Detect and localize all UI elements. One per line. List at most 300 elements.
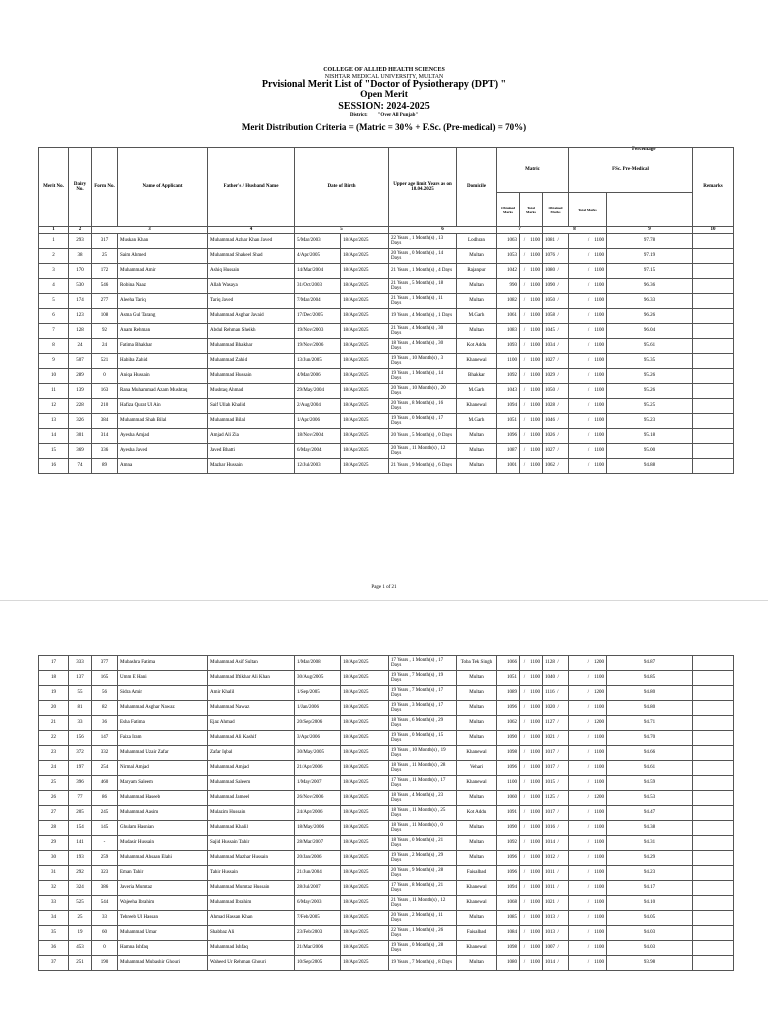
col-fsc-total: Total Marks <box>569 193 607 227</box>
fsc-total-cell: / 1100 <box>569 414 607 429</box>
fsc-obtained-cell: 1017 / <box>543 806 569 821</box>
matric-obtained-cell: 1092 <box>497 836 520 851</box>
table-row <box>39 234 734 249</box>
form-no-cell: 33 <box>92 911 118 926</box>
fsc-total-cell: / 1100 <box>569 866 607 881</box>
dairy-no-cell: 174 <box>69 294 92 309</box>
dob-cell: 29/May/2004 <box>295 384 341 399</box>
table-row <box>39 866 734 881</box>
form-no-cell: 82 <box>92 701 118 716</box>
form-no-cell: 323 <box>92 866 118 881</box>
reference-date-cell: 18/Apr/2025 <box>341 324 389 339</box>
remarks-cell <box>693 324 734 339</box>
applicant-name-cell: Muskan Khan <box>118 234 208 249</box>
remarks-cell <box>693 339 734 354</box>
merit-no-cell: 31 <box>39 866 69 881</box>
reference-date-cell: 18/Apr/2025 <box>341 896 389 911</box>
remarks-cell <box>693 806 734 821</box>
reference-date-cell: 18/Apr/2025 <box>341 776 389 791</box>
matric-obtained-cell: 1063 <box>497 234 520 249</box>
applicant-name-cell: Ghulam Hasnian <box>118 821 208 836</box>
fsc-total-cell: / 1100 <box>569 429 607 444</box>
dob-cell: 12/Jul/2003 <box>295 459 341 474</box>
remarks-cell <box>693 881 734 896</box>
form-no-cell: 546 <box>92 279 118 294</box>
matric-obtained-cell: 1080 <box>497 956 520 971</box>
percentage-cell: 94.23 <box>607 866 693 881</box>
table-row <box>39 249 734 264</box>
table-row <box>39 761 734 776</box>
fsc-total-cell: / 1100 <box>569 294 607 309</box>
fsc-obtained-cell: 1045 / <box>543 324 569 339</box>
fsc-obtained-cell: 1028 / <box>543 399 569 414</box>
fsc-obtained-cell: 1014 / <box>543 956 569 971</box>
matric-obtained-cell: 1084 <box>497 926 520 941</box>
matric-total-cell: / 1100 <box>520 701 543 716</box>
dob-cell: 23/Feb/2003 <box>295 926 341 941</box>
dob-cell: 6/May/2003 <box>295 896 341 911</box>
merit-no-cell: 29 <box>39 836 69 851</box>
remarks-cell <box>693 294 734 309</box>
table-row <box>39 821 734 836</box>
matric-total-cell: / 1100 <box>520 399 543 414</box>
percentage-cell: 95.25 <box>607 399 693 414</box>
remarks-cell <box>693 851 734 866</box>
dob-cell: 19/Nov/2003 <box>295 324 341 339</box>
fsc-total-cell: / 1100 <box>569 806 607 821</box>
age-cell: 20 Years , 5 Month(s) , 0 Days <box>389 429 457 444</box>
dairy-no-cell: 228 <box>69 399 92 414</box>
fsc-obtained-cell: 1027 / <box>543 354 569 369</box>
father-name-cell: Ahmad Hassan Khan <box>208 911 295 926</box>
matric-obtained-cell: 1087 <box>497 444 520 459</box>
matric-obtained-cell: 1043 <box>497 384 520 399</box>
table-row <box>39 671 734 686</box>
percentage-cell: 96.33 <box>607 294 693 309</box>
fsc-total-cell: / 1100 <box>569 896 607 911</box>
reference-date-cell: 18/Apr/2025 <box>341 821 389 836</box>
form-no-cell: 332 <box>92 746 118 761</box>
matric-obtained-cell: 1060 <box>497 791 520 806</box>
matric-total-cell: / 1100 <box>520 339 543 354</box>
dairy-no-cell: 333 <box>69 656 92 671</box>
table-row <box>39 354 734 369</box>
applicant-name-cell: Aleeha Tariq <box>118 294 208 309</box>
reference-date-cell: 18/Apr/2025 <box>341 881 389 896</box>
matric-total-cell: / 1100 <box>520 866 543 881</box>
fsc-obtained-cell: 1128 / <box>543 656 569 671</box>
merit-no-cell: 19 <box>39 686 69 701</box>
reference-date-cell: 18/Apr/2025 <box>341 716 389 731</box>
form-no-cell: 163 <box>92 384 118 399</box>
remarks-cell <box>693 429 734 444</box>
merit-no-cell: 32 <box>39 881 69 896</box>
domicile-cell: Multan <box>457 791 497 806</box>
domicile-cell: Multan <box>457 324 497 339</box>
domicile-cell: Multan <box>457 851 497 866</box>
fsc-obtained-cell: 1046 / <box>543 414 569 429</box>
table-row <box>39 429 734 444</box>
fsc-obtained-cell: 1076 / <box>543 249 569 264</box>
col-percentage-blank <box>607 193 693 227</box>
percentage-cell: 94.10 <box>607 896 693 911</box>
dob-cell: 1/Jan/2006 <box>295 701 341 716</box>
fsc-obtained-cell: 1029 / <box>543 369 569 384</box>
fsc-obtained-cell: 1016 / <box>543 821 569 836</box>
table-row <box>39 384 734 399</box>
col-index: 2 <box>69 227 92 234</box>
remarks-cell <box>693 821 734 836</box>
applicant-name-cell: Asma Gul Tarang <box>118 309 208 324</box>
fsc-obtained-cell: 1034 / <box>543 339 569 354</box>
form-no-cell: 386 <box>92 881 118 896</box>
fsc-total-cell: / 1100 <box>569 279 607 294</box>
dob-cell: 1/Apr/2006 <box>295 414 341 429</box>
age-cell: 19 Years , 7 Month(s) , 19 Days <box>389 671 457 686</box>
percentage-cell: 94.80 <box>607 686 693 701</box>
merit-criteria: Merit Distribution Criteria = (Matric = 30% + F.Sc. (Pre-medical) = 70%) <box>241 122 527 132</box>
father-name-cell: Muhammad Zahid <box>208 354 295 369</box>
percentage-cell: 96.26 <box>607 309 693 324</box>
matric-total-cell: / 1100 <box>520 264 543 279</box>
domicile-cell: Multan <box>457 671 497 686</box>
form-no-cell: 86 <box>92 791 118 806</box>
matric-obtained-cell: 1051 <box>497 414 520 429</box>
fsc-total-cell: / 1100 <box>569 339 607 354</box>
matric-obtained-cell: 1089 <box>497 686 520 701</box>
father-name-cell: Tahir Hussain <box>208 866 295 881</box>
reference-date-cell: 18/Apr/2025 <box>341 671 389 686</box>
matric-obtained-cell: 1100 <box>497 776 520 791</box>
fsc-total-cell: / 1200 <box>569 791 607 806</box>
fsc-total-cell: / 1100 <box>569 264 607 279</box>
fsc-obtained-cell: 1050 / <box>543 294 569 309</box>
form-no-cell: 145 <box>92 821 118 836</box>
applicant-name-cell: Saim Ahmed <box>118 249 208 264</box>
district-value: "Over All Punjab" <box>377 113 419 118</box>
father-name-cell: Muhammad Shakeel Shad <box>208 249 295 264</box>
matric-total-cell: / 1100 <box>520 791 543 806</box>
father-name-cell: Muhammad Bilal <box>208 414 295 429</box>
col-index: 8 <box>543 227 607 234</box>
table-row <box>39 836 734 851</box>
applicant-name-cell: Ayesha Amjad <box>118 429 208 444</box>
age-cell: 21 Years , 11 Month(s) , 12 Days <box>389 896 457 911</box>
remarks-cell <box>693 911 734 926</box>
age-cell: 20 Years , 9 Month(s) , 28 Days <box>389 866 457 881</box>
percentage-cell: 95.26 <box>607 384 693 399</box>
domicile-cell: Bhakkar <box>457 369 497 384</box>
applicant-name-cell: Muhammad Ahsaan Elahi <box>118 851 208 866</box>
fsc-total-cell: / 1100 <box>569 369 607 384</box>
table-row <box>39 339 734 354</box>
fsc-total-cell: / 1100 <box>569 701 607 716</box>
matric-obtained-cell: 990 <box>497 279 520 294</box>
reference-date-cell: 18/Apr/2025 <box>341 851 389 866</box>
dob-cell: 6/May/2004 <box>295 444 341 459</box>
merit-no-cell: 10 <box>39 369 69 384</box>
matric-obtained-cell: 1091 <box>497 806 520 821</box>
matric-total-cell: / 1100 <box>520 414 543 429</box>
fsc-total-cell: / 1100 <box>569 851 607 866</box>
percentage-cell: 94.59 <box>607 776 693 791</box>
merit-no-cell: 23 <box>39 746 69 761</box>
age-cell: 18 Years , 4 Month(s) , 23 Days <box>389 791 457 806</box>
domicile-cell: Multan <box>457 294 497 309</box>
matric-obtained-cell: 1062 <box>497 716 520 731</box>
fsc-total-cell: / 1100 <box>569 249 607 264</box>
percentage-cell: 97.78 <box>607 234 693 249</box>
merit-no-cell: 18 <box>39 671 69 686</box>
fsc-total-cell: / 1100 <box>569 956 607 971</box>
applicant-name-cell: Muhammad Asghar Nawaz <box>118 701 208 716</box>
col-index: 7 <box>497 227 543 234</box>
table-row <box>39 294 734 309</box>
merit-no-cell: 22 <box>39 731 69 746</box>
father-name-cell: Saif Ullah Khalid <box>208 399 295 414</box>
merit-table-page-1 <box>38 147 734 474</box>
table-row <box>39 414 734 429</box>
dob-cell: 28/Jul/2007 <box>295 881 341 896</box>
fsc-total-cell: / 1100 <box>569 444 607 459</box>
col-merit-no: Merit No. <box>39 148 69 227</box>
dairy-no-cell: 293 <box>69 234 92 249</box>
merit-no-cell: 6 <box>39 309 69 324</box>
col-index: 6 <box>389 227 497 234</box>
table-row <box>39 686 734 701</box>
age-cell: 18 Years , 11 Month(s) , 25 Days <box>389 806 457 821</box>
remarks-cell <box>693 761 734 776</box>
col-index: 4 <box>208 227 295 234</box>
merit-no-cell: 13 <box>39 414 69 429</box>
reference-date-cell: 18/Apr/2025 <box>341 806 389 821</box>
form-no-cell: 147 <box>92 731 118 746</box>
fsc-obtained-cell: 1013 / <box>543 911 569 926</box>
applicant-name-cell: Muhammad Mubashir Ghouri <box>118 956 208 971</box>
fsc-total-cell: / 1100 <box>569 836 607 851</box>
father-name-cell: Muhammad Asif Sultan <box>208 656 295 671</box>
table-row <box>39 279 734 294</box>
dob-cell: 20/Jan/2006 <box>295 851 341 866</box>
reference-date-cell: 18/Apr/2025 <box>341 384 389 399</box>
table-row <box>39 459 734 474</box>
domicile-cell: Multan <box>457 716 497 731</box>
domicile-cell: Multan <box>457 459 497 474</box>
table-row <box>39 324 734 339</box>
age-cell: 19 Years , 7 Month(s) , 8 Days <box>389 956 457 971</box>
district-label: District: <box>349 113 368 118</box>
dairy-no-cell: 25 <box>69 911 92 926</box>
fsc-obtained-cell: 1116 / <box>543 686 569 701</box>
list-subtitle: Open Merit <box>360 90 408 100</box>
matric-total-cell: / 1100 <box>520 354 543 369</box>
reference-date-cell: 18/Apr/2025 <box>341 429 389 444</box>
fsc-total-cell: / 1200 <box>569 686 607 701</box>
matric-obtained-cell: 1042 <box>497 264 520 279</box>
father-name-cell: Ejaz Ahmad <box>208 716 295 731</box>
domicile-cell: Multan <box>457 731 497 746</box>
col-father-name: Father's / Husband Name <box>208 148 295 227</box>
district-line <box>0 113 768 118</box>
dairy-no-cell: 251 <box>69 956 92 971</box>
percentage-cell: 93.98 <box>607 956 693 971</box>
fsc-obtained-cell: 1090 / <box>543 279 569 294</box>
fsc-obtained-cell: 1014 / <box>543 836 569 851</box>
percentage-cell: 94.71 <box>607 716 693 731</box>
matric-obtained-cell: 1096 <box>497 429 520 444</box>
fsc-obtained-cell: 1127 / <box>543 716 569 731</box>
dob-cell: 26/Nov/2006 <box>295 791 341 806</box>
matric-total-cell: / 1100 <box>520 821 543 836</box>
matric-obtained-cell: 1090 <box>497 821 520 836</box>
reference-date-cell: 18/Apr/2025 <box>341 369 389 384</box>
reference-date-cell: 18/Apr/2025 <box>341 279 389 294</box>
age-cell: 20 Years , 11 Month(s) , 12 Days <box>389 444 457 459</box>
merit-no-cell: 17 <box>39 656 69 671</box>
fsc-total-cell: / 1100 <box>569 776 607 791</box>
merit-no-cell: 24 <box>39 761 69 776</box>
merit-no-cell: 26 <box>39 791 69 806</box>
fsc-obtained-cell: 1080 / <box>543 264 569 279</box>
remarks-cell <box>693 354 734 369</box>
domicile-cell: Faisalbad <box>457 926 497 941</box>
applicant-name-cell: Muhammad Haseeb <box>118 791 208 806</box>
domicile-cell: Multan <box>457 249 497 264</box>
percentage-cell: 94.47 <box>607 806 693 821</box>
form-no-cell: - <box>92 836 118 851</box>
remarks-cell <box>693 956 734 971</box>
table-row <box>39 956 734 971</box>
fsc-total-cell: / 1100 <box>569 384 607 399</box>
form-no-cell: 0 <box>92 369 118 384</box>
father-name-cell: Amir Khalil <box>208 686 295 701</box>
dairy-no-cell: 139 <box>69 384 92 399</box>
col-matric: Matric <box>497 148 569 193</box>
father-name-cell: Javed Bhatti <box>208 444 295 459</box>
remarks-cell <box>693 926 734 941</box>
table-row <box>39 776 734 791</box>
matric-obtained-cell: 1096 <box>497 866 520 881</box>
dairy-no-cell: 77 <box>69 791 92 806</box>
matric-total-cell: / 1100 <box>520 444 543 459</box>
form-no-cell: 245 <box>92 806 118 821</box>
age-cell: 19 Years , 7 Month(s) , 17 Days <box>389 686 457 701</box>
age-cell: 19 Years , 3 Month(s) , 17 Days <box>389 701 457 716</box>
matric-total-cell: / 1100 <box>520 941 543 956</box>
col-fsc-obtained: Obtained Marks <box>543 193 569 227</box>
table-row <box>39 896 734 911</box>
applicant-name-cell: Muhammad Shah Bilal <box>118 414 208 429</box>
age-cell: 20 Years , 8 Month(s) , 16 Days <box>389 399 457 414</box>
father-name-cell: Mulazim Hussain <box>208 806 295 821</box>
col-date-of-birth: Date of Birth <box>295 148 389 227</box>
age-cell: 20 Years , 2 Month(s) , 11 Days <box>389 911 457 926</box>
matric-obtained-cell: 1085 <box>497 911 520 926</box>
remarks-cell <box>693 746 734 761</box>
page-number: Page 1 of 21 <box>371 585 397 590</box>
fsc-obtained-cell: 1021 / <box>543 731 569 746</box>
reference-date-cell: 18/Apr/2025 <box>341 731 389 746</box>
table-row <box>39 911 734 926</box>
reference-date-cell: 18/Apr/2025 <box>341 866 389 881</box>
col-age-limit: Upper age limit Years as on 18.04.2025 <box>389 148 457 227</box>
remarks-cell <box>693 656 734 671</box>
dob-cell: 19/Nov/2006 <box>295 339 341 354</box>
fsc-total-cell: / 1100 <box>569 911 607 926</box>
dob-cell: 21/Jun/2004 <box>295 866 341 881</box>
table-row <box>39 264 734 279</box>
applicant-name-cell: Javeria Mumtaz <box>118 881 208 896</box>
matric-obtained-cell: 1053 <box>497 249 520 264</box>
form-no-cell: 36 <box>92 716 118 731</box>
father-name-cell: Allah Wasaya <box>208 279 295 294</box>
merit-table-page-2 <box>38 655 734 971</box>
form-no-cell: 190 <box>92 956 118 971</box>
matric-obtained-cell: 1094 <box>497 399 520 414</box>
father-name-cell: Muhammad Nawaz <box>208 701 295 716</box>
reference-date-cell: 18/Apr/2025 <box>341 354 389 369</box>
matric-total-cell: / 1100 <box>520 686 543 701</box>
father-name-cell: Muhammad Saleem <box>208 776 295 791</box>
form-no-cell: 314 <box>92 429 118 444</box>
table-row <box>39 444 734 459</box>
domicile-cell: Multan <box>457 836 497 851</box>
fsc-obtained-cell: 1050 / <box>543 384 569 399</box>
merit-no-cell: 3 <box>39 264 69 279</box>
dob-cell: 20/Sep/2006 <box>295 716 341 731</box>
father-name-cell: Shabbaz Ali <box>208 926 295 941</box>
reference-date-cell: 18/Apr/2025 <box>341 444 389 459</box>
dairy-no-cell: 396 <box>69 776 92 791</box>
dob-cell: 5/Mar/2003 <box>295 234 341 249</box>
session-line: SESSION: 2024-2025 <box>338 101 430 112</box>
table-row <box>39 806 734 821</box>
reference-date-cell: 18/Apr/2025 <box>341 761 389 776</box>
col-index: 5 <box>295 227 389 234</box>
percentage-cell: 94.53 <box>607 791 693 806</box>
form-no-cell: 277 <box>92 294 118 309</box>
dairy-no-cell: 19 <box>69 926 92 941</box>
reference-date-cell: 18/Apr/2025 <box>341 414 389 429</box>
dairy-no-cell: 193 <box>69 851 92 866</box>
table-row <box>39 309 734 324</box>
merit-no-cell: 27 <box>39 806 69 821</box>
matric-obtained-cell: 1096 <box>497 701 520 716</box>
form-no-cell: 24 <box>92 339 118 354</box>
age-cell: 19 Years , 0 Month(s) , 17 Days <box>389 414 457 429</box>
reference-date-cell: 18/Apr/2025 <box>341 459 389 474</box>
reference-date-cell: 18/Apr/2025 <box>341 701 389 716</box>
col-dairy-no: Dairy No. <box>69 148 92 227</box>
percentage-cell: 97.19 <box>607 249 693 264</box>
father-name-cell: Muhammad Ali Kashif <box>208 731 295 746</box>
fsc-obtained-cell: 1011 / <box>543 866 569 881</box>
university-name: NISHTAR MEDICAL UNIVERSITY, MULTAN <box>324 74 444 80</box>
remarks-cell <box>693 671 734 686</box>
domicile-cell: Multan <box>457 701 497 716</box>
col-matric-obtained: Obtained Marks <box>497 193 520 227</box>
merit-no-cell: 8 <box>39 339 69 354</box>
remarks-cell <box>693 369 734 384</box>
dob-cell: 2/Aug/2004 <box>295 399 341 414</box>
merit-no-cell: 20 <box>39 701 69 716</box>
age-cell: 21 Years , 9 Month(s) , 6 Days <box>389 459 457 474</box>
remarks-cell <box>693 866 734 881</box>
matric-obtained-cell: 1090 <box>497 731 520 746</box>
fsc-total-cell: / 1100 <box>569 324 607 339</box>
matric-obtained-cell: 1094 <box>497 881 520 896</box>
age-cell: 19 Years , 0 Month(s) , 15 Days <box>389 731 457 746</box>
